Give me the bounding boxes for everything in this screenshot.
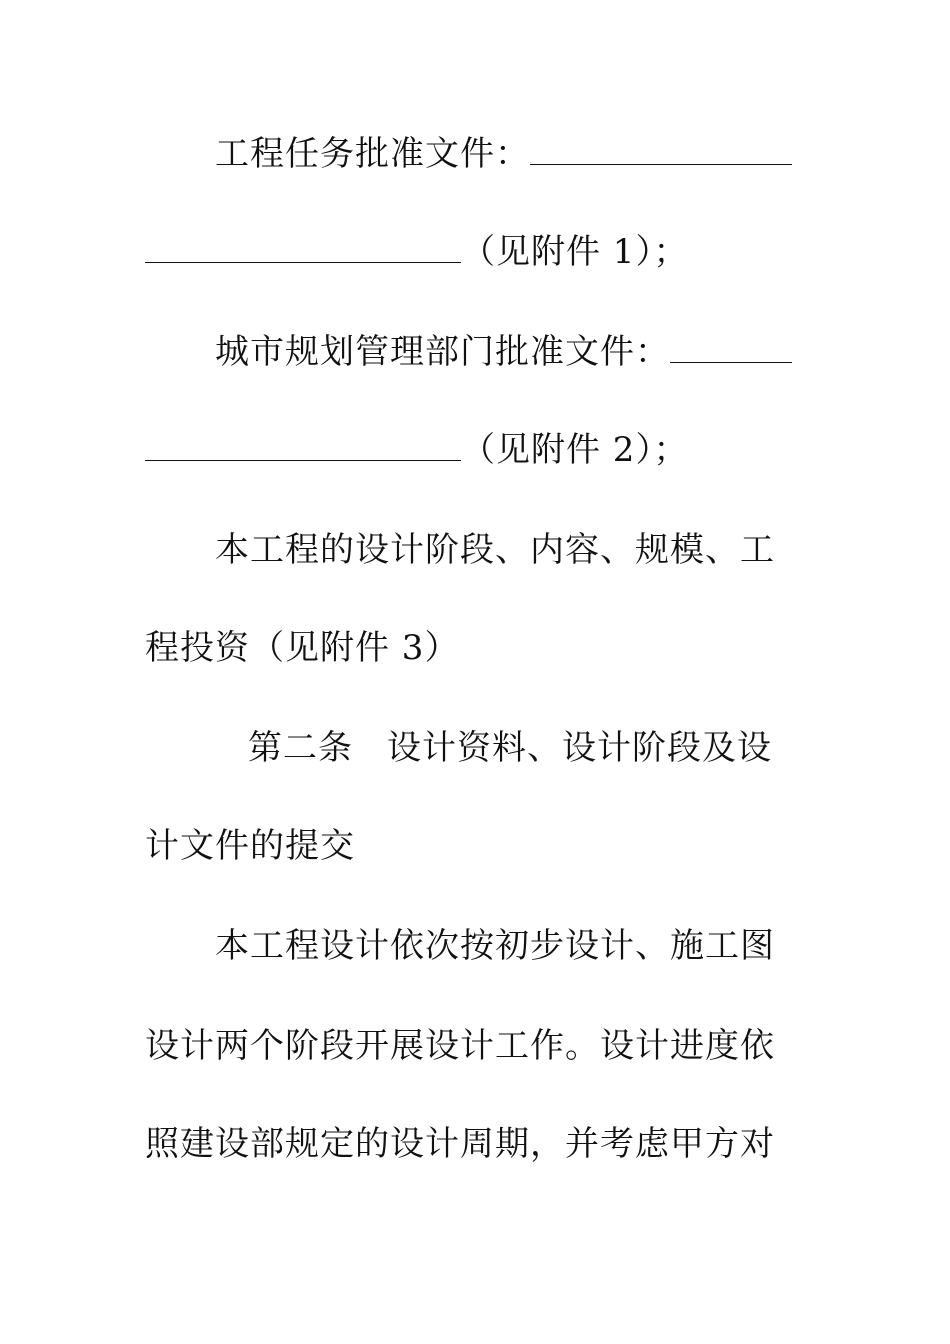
annex-reference: （见附件 2）；: [461, 430, 689, 470]
article-heading: [248, 718, 795, 778]
paragraph-line: [215, 322, 795, 382]
label-planning-approval: 城市规划管理部门批准文件：: [215, 332, 670, 372]
fill-in-blank: [145, 261, 461, 263]
paragraph-line: [145, 618, 795, 678]
fill-in-blank: [670, 361, 792, 363]
paragraph-line: [215, 916, 795, 976]
body-text: 本工程的设计阶段、内容、规模、工: [215, 530, 775, 570]
article-number: 第二条: [248, 728, 353, 768]
paragraph-line: [145, 1114, 795, 1174]
label-project-approval: 工程任务批准文件：: [215, 134, 530, 174]
annex-reference: （见附件 1）；: [461, 232, 689, 272]
paragraph-line: [145, 816, 795, 876]
article-title: 设计资料、设计阶段及设: [387, 728, 772, 768]
paragraph-line: [215, 124, 795, 184]
body-text: 照建设部规定的设计周期，并考虑甲方对: [145, 1124, 775, 1164]
body-text: 本工程设计依次按初步设计、施工图: [215, 926, 775, 966]
body-text: 程投资（见附件 3）: [145, 628, 460, 668]
paragraph-line: [145, 222, 795, 282]
paragraph-line: [145, 420, 795, 480]
body-text: 设计两个阶段开展设计工作。设计进度依: [145, 1026, 775, 1066]
paragraph-line: [145, 1016, 795, 1076]
paragraph-line: [215, 520, 795, 580]
fill-in-blank: [145, 459, 461, 461]
article-title-continued: 计文件的提交: [145, 826, 355, 866]
fill-in-blank: [530, 163, 792, 165]
